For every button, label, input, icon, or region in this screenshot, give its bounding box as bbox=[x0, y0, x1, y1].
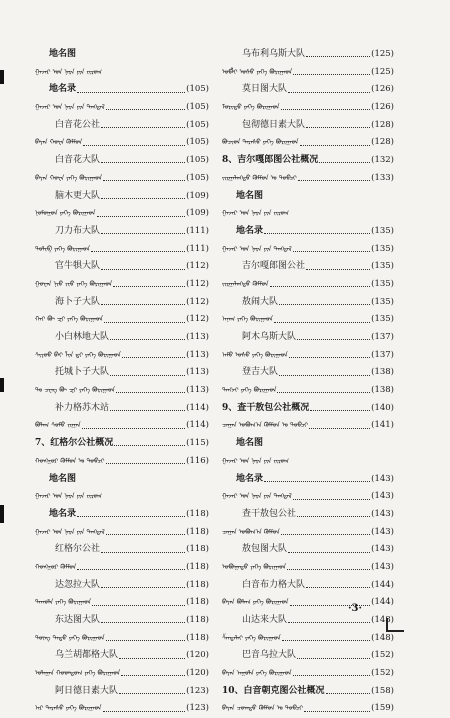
toc-entry bbox=[222, 205, 394, 223]
toc-entry bbox=[35, 347, 209, 365]
toc-entry bbox=[35, 700, 209, 718]
toc-entry-title: ᠤᠪᠯᠢ ᠤᠰᠤ ᠶᠡᠬᠡ ᠪᠤᠷᠢᠭᠠᠳ bbox=[222, 67, 293, 76]
dot-leader bbox=[97, 216, 186, 217]
toc-entry bbox=[222, 541, 394, 559]
toc-entry bbox=[222, 382, 394, 400]
dot-leader bbox=[306, 127, 370, 128]
dot-leader bbox=[270, 286, 371, 287]
toc-entry bbox=[35, 205, 209, 223]
toc-entry bbox=[222, 506, 394, 524]
dot-leader bbox=[77, 516, 185, 517]
dot-leader bbox=[77, 569, 185, 570]
toc-entry-page: (111) bbox=[186, 243, 209, 254]
toc-entry-page: (143) bbox=[371, 491, 394, 502]
toc-entry-page: (118) bbox=[186, 544, 209, 555]
toc-entry-page: (105) bbox=[186, 172, 209, 183]
toc-entry bbox=[35, 559, 209, 577]
toc-entry bbox=[222, 683, 394, 701]
toc-entry-page: (105) bbox=[186, 137, 209, 148]
toc-entry bbox=[35, 276, 209, 294]
dot-leader bbox=[306, 56, 370, 57]
toc-entry bbox=[35, 188, 209, 206]
toc-entry-title: 吉尔嘎郎图公社 bbox=[242, 261, 306, 272]
toc-entry-title: ᠮᠣᠷᠢᠲᠤ ᠶᠡᠬᠡ ᠪᠤᠷᠢᠭᠠᠳ bbox=[222, 103, 280, 112]
toc-entry bbox=[35, 311, 209, 329]
toc-entry bbox=[222, 364, 394, 382]
toc-entry-page: (144) bbox=[371, 579, 394, 590]
dot-leader bbox=[293, 499, 370, 500]
toc-entry-page: (141) bbox=[371, 420, 394, 431]
dot-leader bbox=[119, 693, 185, 694]
toc-entry-title: ᠭᠠᠵᠠᠷ ᠤᠨ ᠨᠡᠷᠡ ᠶᠢᠨ ᠳᠡᠩᠳᠡᠯ bbox=[222, 244, 292, 253]
toc-entry-page: (126) bbox=[371, 102, 394, 113]
toc-entry-title: ᠵᠢᠷᠭᠠᠯᠠᠩᠲᠤ ᠺᠣᠮᠮᠤᠨ bbox=[222, 279, 269, 288]
toc-entry-title: ᠬᠠᠢ ᠪᠦ ᠽᠢ ᠶᠡᠬᠡ ᠪᠤᠷᠢᠭᠠᠳ bbox=[35, 315, 103, 324]
toc-entry-title: ᠭᠠᠵᠠᠷ ᠤᠨ ᠨᠡᠷᠡ ᠶᠢᠨ ᠳᠡᠩᠳᠡᠯ bbox=[35, 103, 105, 112]
dot-leader bbox=[297, 339, 370, 340]
toc-entry-title: 东达图大队 bbox=[55, 615, 101, 625]
toc-entry-title: 红格尔公社 bbox=[55, 544, 101, 555]
toc-entry-title: 查干敖包公社 bbox=[242, 508, 297, 519]
toc-entry bbox=[222, 276, 394, 294]
dot-leader bbox=[110, 410, 185, 411]
toc-entry-page: (111) bbox=[186, 225, 209, 236]
toc-entry-page: (118) bbox=[186, 597, 209, 608]
toc-entry-page: (143) bbox=[371, 561, 394, 572]
toc-entry bbox=[222, 453, 394, 471]
toc-entry-title: 包彻德日素大队 bbox=[242, 119, 306, 130]
toc-entry-page: (135) bbox=[371, 314, 394, 325]
dot-leader bbox=[92, 605, 185, 606]
toc-entry-title: ᠪᠠᠶᠠᠨ ᠠᠭᠤᠯᠠ ᠶᠡᠬᠡ ᠪᠤᠷᠢᠭᠠᠳ bbox=[222, 669, 292, 678]
dot-leader bbox=[106, 534, 185, 535]
dot-leader bbox=[101, 269, 185, 270]
dot-leader bbox=[77, 92, 185, 93]
toc-entry-page: (114) bbox=[186, 402, 209, 413]
toc-entry-title: 乌布利乌斯大队 bbox=[242, 49, 306, 59]
toc-entry-title: 敖包图大队 bbox=[242, 544, 288, 555]
toc-entry bbox=[35, 170, 209, 188]
toc-entry-page: (148) bbox=[371, 615, 394, 625]
toc-entry-page: (105) bbox=[186, 119, 209, 130]
toc-entry-page: (126) bbox=[371, 84, 394, 95]
toc-entry bbox=[222, 700, 394, 718]
toc-entry-title: ᠣᠪᠣᠭᠠᠲᠤ ᠶᠡᠬᠡ ᠪᠤᠷᠢᠭᠠᠳ bbox=[222, 562, 287, 571]
toc-entry bbox=[222, 170, 394, 188]
toc-entry bbox=[35, 417, 209, 435]
toc-entry-title: ᠭᠠᠵᠠᠷ ᠤᠨ ᠨᠡᠷᠡ ᠶᠢᠨ ᠵᠢᠷᠤᠭ bbox=[222, 456, 289, 465]
toc-entry bbox=[35, 134, 209, 152]
toc-entry-page: (143) bbox=[371, 544, 394, 555]
toc-entry bbox=[222, 559, 394, 577]
toc-entry bbox=[222, 630, 394, 648]
toc-entry-page: (159) bbox=[371, 703, 394, 714]
toc-entry bbox=[35, 258, 209, 276]
toc-entry bbox=[222, 64, 394, 82]
dot-leader bbox=[121, 675, 185, 676]
toc-entry-page: (133) bbox=[371, 172, 394, 183]
toc-entry-page: (128) bbox=[371, 137, 394, 148]
toc-entry bbox=[35, 364, 209, 382]
toc-entry-page: (135) bbox=[371, 278, 394, 289]
toc-entry-title: ᠲᠣ ᠴᠧᠩ ᠪᠦ ᠽᠢ ᠶᠡᠬᠡ ᠪᠤᠷᠢᠭᠠᠳ bbox=[35, 386, 115, 395]
dot-leader bbox=[279, 375, 370, 376]
toc-entry-title: 地名录 bbox=[49, 508, 77, 519]
toc-entry-title: ᠪᠤᠯᠠᠭ ᠰᠤᠮᠤ ᠵᠢᠭᠠᠨ bbox=[35, 421, 81, 430]
toc-entry bbox=[222, 311, 394, 329]
dot-leader bbox=[298, 180, 370, 181]
toc-entry-page: (120) bbox=[186, 668, 209, 679]
dot-leader bbox=[101, 587, 185, 588]
toc-entry-page: (135) bbox=[371, 296, 394, 307]
dot-leader bbox=[279, 304, 370, 305]
toc-entry-title: 地名图 bbox=[49, 49, 77, 59]
toc-entry-title: ᠳᠣᠯᠢᠪ ᠶᠡᠬᠡ ᠪᠤᠷᠢᠭᠠᠳ bbox=[35, 244, 90, 253]
toc-entry-page: (143) bbox=[371, 473, 394, 484]
toc-entry-title: 托城卜子大队 bbox=[55, 367, 110, 378]
toc-entry-title: ᠴᠠᠭᠠᠨ ᠣᠪᠣᠭ᠎ᠠ ᠺᠣᠮᠮᠤᠨ ᠤ ᠲᠣᠪᠴᠢ bbox=[222, 421, 309, 430]
toc-entry-page: (112) bbox=[186, 278, 209, 289]
toc-entry bbox=[35, 577, 209, 595]
toc-entry bbox=[222, 117, 394, 135]
toc-entry-page: (137) bbox=[371, 332, 394, 342]
toc-entry-title: 脑木更大队 bbox=[55, 190, 101, 201]
toc-entry-page: (135) bbox=[371, 225, 394, 236]
toc-entry-title: ᠤᠯᠠᠭᠠᠨ ᠬᠤᠳᠳᠤᠭ ᠶᠡᠬᠡ ᠪᠤᠷᠢᠭᠠᠳ bbox=[35, 669, 121, 678]
toc-entry-page: (128) bbox=[371, 119, 394, 130]
toc-entry-page: (118) bbox=[186, 579, 209, 590]
toc-entry-page: (112) bbox=[186, 314, 209, 325]
toc-entry-title: ᠪᠠᠶᠠᠨ ᠬᠤᠸᠠ ᠺᠣᠮᠮᠤᠨ bbox=[35, 138, 83, 147]
dot-leader bbox=[274, 322, 370, 323]
toc-entry-page: (152) bbox=[371, 650, 394, 661]
toc-entry-title: 敖闹大队 bbox=[242, 296, 279, 307]
toc-entry bbox=[35, 488, 209, 506]
toc-entry bbox=[35, 241, 209, 259]
toc-entry bbox=[35, 223, 209, 241]
toc-entry-title: 7、红格尔公社概况 bbox=[35, 438, 114, 449]
toc-entry-page: (132) bbox=[371, 155, 394, 166]
toc-entry bbox=[222, 524, 394, 542]
toc-entry-title: 白音布力格大队 bbox=[242, 579, 306, 590]
toc-entry-title: 乌兰胡都格大队 bbox=[55, 650, 119, 661]
dot-leader bbox=[288, 622, 370, 623]
toc-entry-page: (138) bbox=[371, 385, 394, 396]
toc-entry bbox=[222, 46, 394, 64]
toc-entry-page: (148) bbox=[371, 632, 394, 643]
toc-entry-page: (109) bbox=[186, 190, 209, 201]
toc-entry-title: ᠭᠠᠵᠠᠷ ᠤᠨ ᠨᠡᠷᠡ ᠶᠢᠨ ᠳᠡᠩᠳᠡᠯ bbox=[222, 492, 292, 501]
dot-leader bbox=[293, 675, 371, 676]
toc-entry-page: (118) bbox=[186, 632, 209, 643]
toc-entry-title: 官牛犋大队 bbox=[55, 261, 101, 272]
toc-entry bbox=[222, 471, 394, 489]
toc-entry-title: 巴音乌拉大队 bbox=[242, 650, 297, 661]
toc-entry-title: ᠠᠨᠠᠭ ᠶᠡᠬᠡ ᠪᠤᠷᠢᠭᠠᠳ bbox=[222, 315, 273, 324]
toc-entry-title: ᠨᠣᠮᠣᠭᠣᠨ ᠶᠡᠬᠡ ᠪᠤᠷᠢᠭᠠᠳ bbox=[35, 209, 96, 218]
toc-entry bbox=[222, 577, 394, 595]
dot-leader bbox=[101, 233, 185, 234]
toc-entry-page: (158) bbox=[371, 685, 394, 696]
toc-column-left bbox=[35, 46, 209, 718]
toc-entry-title: 小白林地大队 bbox=[55, 332, 110, 342]
dot-leader bbox=[287, 569, 370, 570]
toc-entry-title: ᠠᠮᠤ ᠤᠰᠤ ᠶᠡᠬᠡ ᠪᠤᠷᠢᠭᠠᠳ bbox=[222, 350, 288, 359]
toc-entry-title: 地名图 bbox=[49, 473, 77, 484]
toc-entry-title: 地名图 bbox=[236, 438, 264, 449]
toc-entry-title: 莫日图大队 bbox=[242, 84, 288, 95]
toc-entry-title: ᠳᠦᠩ ᠳᠠᠲᠤ ᠶᠡᠬᠡ ᠪᠤᠷᠢᠭᠠᠳ bbox=[35, 633, 105, 642]
toc-entry-title: ᠭᠠᠵᠠᠷ ᠤᠨ ᠨᠡᠷᠡ ᠶᠢᠨ ᠵᠢᠷᠤᠭ bbox=[35, 67, 102, 76]
toc-entry bbox=[35, 81, 209, 99]
toc-entry-title: ᠭᠠᠵᠠᠷ ᠤᠨ ᠨᠡᠷᠡ ᠶᠢᠨ ᠳᠡᠩᠳᠡᠯ bbox=[35, 527, 105, 536]
toc-entry-page: (112) bbox=[186, 296, 209, 307]
dot-leader bbox=[104, 322, 185, 323]
toc-entry-title: 刀力布大队 bbox=[55, 225, 101, 236]
toc-entry bbox=[35, 46, 209, 64]
dot-leader bbox=[106, 109, 185, 110]
toc-entry bbox=[35, 329, 209, 347]
toc-entry bbox=[222, 594, 394, 612]
dot-leader bbox=[326, 693, 371, 694]
toc-entry-title: 海卜子大队 bbox=[55, 296, 101, 307]
dot-leader bbox=[119, 658, 185, 659]
toc-entry-title: 阿木乌斯大队 bbox=[242, 332, 297, 342]
page-number: ·3· bbox=[348, 603, 362, 614]
toc-entry-title: 白音花公社 bbox=[55, 119, 101, 130]
dot-leader bbox=[106, 640, 185, 641]
toc-entry-page: (125) bbox=[371, 66, 394, 77]
toc-entry bbox=[222, 435, 394, 453]
toc-entry-page: (105) bbox=[186, 84, 209, 95]
corner-mark bbox=[386, 618, 404, 632]
toc-entry bbox=[35, 294, 209, 312]
dot-leader bbox=[300, 145, 371, 146]
toc-entry bbox=[35, 382, 209, 400]
dot-leader bbox=[106, 463, 186, 464]
toc-entry-title: ᠪᠠᠶᠠᠨ ᠴᠣᠭᠲᠤ ᠺᠣᠮᠮᠤᠨ ᠤ ᠲᠣᠪᠴᠢ bbox=[222, 704, 303, 713]
toc-entry bbox=[222, 347, 394, 365]
dot-leader bbox=[113, 286, 185, 287]
toc-column-right bbox=[222, 46, 394, 718]
toc-entry-title: ᠪᠣᠴᠢᠳ ᠳᠡᠷᠡᠰᠦ ᠶᠡᠬᠡ ᠪᠤᠷᠢᠭᠠᠳ bbox=[222, 138, 299, 147]
toc-entry bbox=[35, 64, 209, 82]
dot-leader bbox=[101, 162, 185, 163]
dot-leader bbox=[293, 251, 370, 252]
dot-leader bbox=[101, 622, 185, 623]
toc-entry-page: (112) bbox=[186, 261, 209, 272]
toc-entry-page: (109) bbox=[186, 208, 209, 219]
toc-entry bbox=[222, 400, 394, 418]
toc-entry bbox=[222, 329, 394, 347]
dot-leader bbox=[277, 392, 370, 393]
toc-entry-title: 山达来大队 bbox=[242, 615, 288, 625]
toc-entry bbox=[222, 258, 394, 276]
toc-entry bbox=[222, 241, 394, 259]
toc-entry bbox=[35, 471, 209, 489]
toc-entry-title: 阿日德日素大队 bbox=[55, 685, 119, 696]
toc-entry-page: (115) bbox=[186, 438, 209, 449]
dot-leader bbox=[297, 658, 370, 659]
dot-leader bbox=[297, 516, 370, 517]
dot-leader bbox=[82, 428, 185, 429]
toc-entry-title: 地名图 bbox=[236, 190, 264, 201]
toc-entry-page: (144) bbox=[371, 597, 394, 608]
toc-entry-page: (113) bbox=[186, 385, 209, 396]
toc-entry-page: (113) bbox=[186, 349, 209, 360]
dot-leader bbox=[264, 233, 370, 234]
toc-entry bbox=[35, 506, 209, 524]
toc-entry-page: (143) bbox=[371, 526, 394, 537]
toc-entry-title: 达忽拉大队 bbox=[55, 579, 101, 590]
dot-leader bbox=[293, 74, 370, 75]
toc-entry-page: (120) bbox=[186, 650, 209, 661]
toc-entry bbox=[222, 223, 394, 241]
toc-entry-title: 补力格苏木站 bbox=[55, 402, 110, 413]
scan-edge-mark bbox=[0, 70, 4, 84]
toc-entry bbox=[222, 665, 394, 683]
dot-leader bbox=[101, 304, 185, 305]
toc-entry-page: (140) bbox=[371, 402, 394, 413]
toc-entry bbox=[35, 117, 209, 135]
toc-entry-page: (113) bbox=[186, 332, 209, 342]
toc-entry-title: ᠬᠣᠩᠭᠣᠷ ᠺᠣᠮᠮᠤᠨ bbox=[35, 562, 77, 571]
dot-leader bbox=[103, 180, 185, 181]
dot-leader bbox=[288, 92, 370, 93]
toc-entry-page: (152) bbox=[371, 668, 394, 679]
toc-entry-title: ᠬᠣᠩᠭᠣᠷ ᠺᠣᠮᠮᠤᠨ ᠤ ᠲᠣᠪᠴᠢ bbox=[35, 456, 105, 465]
toc-entry-title: 白音花大队 bbox=[55, 155, 101, 166]
dot-leader bbox=[309, 428, 370, 429]
toc-entry bbox=[222, 188, 394, 206]
toc-entry bbox=[35, 152, 209, 170]
dot-leader bbox=[264, 481, 370, 482]
toc-entry-page: (113) bbox=[186, 367, 209, 378]
toc-entry bbox=[35, 524, 209, 542]
toc-entry-title: ᠭᠠᠵᠠᠷ ᠤᠨ ᠨᠡᠷᠡ ᠶᠢᠨ ᠵᠢᠷᠤᠭ bbox=[222, 209, 289, 218]
toc-entry-title: 登吉大队 bbox=[242, 367, 279, 378]
dot-leader bbox=[103, 711, 186, 712]
toc-entry-title: ᠭᠤᠸᠠᠨ ᠨᠢᠦ ᠵᠢᠦ ᠶᠡᠬᠡ ᠪᠤᠷᠢᠭᠠᠳ bbox=[35, 279, 113, 288]
toc-entry-page: (116) bbox=[186, 455, 209, 466]
dot-leader bbox=[101, 127, 185, 128]
toc-entry-page: (105) bbox=[186, 102, 209, 113]
toc-entry-page: (118) bbox=[186, 526, 209, 537]
toc-entry-title: 8、吉尔嘎郎图公社概况 bbox=[222, 155, 319, 166]
dot-leader bbox=[116, 392, 185, 393]
toc-entry bbox=[35, 435, 209, 453]
toc-entry bbox=[35, 99, 209, 117]
toc-entry-title: ᠭᠠᠵᠠᠷ ᠤᠨ ᠨᠡᠷᠡ ᠶᠢᠨ ᠵᠢᠷᠤᠭ bbox=[35, 492, 102, 501]
toc-entry-title: ᠪᠠᠶᠠᠨ ᠪᠤᠯᠠᠭ ᠶᠡᠬᠡ ᠪᠤᠷᠢᠭᠠᠳ bbox=[222, 598, 289, 607]
toc-entry-page: (138) bbox=[371, 367, 394, 378]
toc-entry bbox=[222, 152, 394, 170]
toc-entry-page: (123) bbox=[186, 703, 209, 714]
toc-entry-title: 10、白音朝克图公社概况 bbox=[222, 685, 325, 696]
dot-leader bbox=[281, 109, 371, 110]
toc-entry-page: (135) bbox=[371, 261, 394, 272]
toc-entry bbox=[35, 665, 209, 683]
toc-entry-title: ᠰᠢᠶᠣᠣ ᠪᠠᠢ ᠯᠢᠨ ᠳᠢ ᠶᠡᠬᠡ ᠪᠤᠷᠢᠭᠠᠳ bbox=[35, 350, 121, 359]
toc-entry bbox=[222, 612, 394, 630]
dot-leader bbox=[281, 534, 370, 535]
toc-entry bbox=[222, 647, 394, 665]
dot-leader bbox=[122, 357, 185, 358]
dot-leader bbox=[288, 552, 370, 553]
dot-leader bbox=[310, 410, 370, 411]
toc-entry-title: 地名录 bbox=[236, 225, 264, 236]
toc-entry-page: (125) bbox=[371, 49, 394, 59]
toc-entry-page: (137) bbox=[371, 349, 394, 360]
toc-entry bbox=[222, 99, 394, 117]
toc-entry bbox=[222, 81, 394, 99]
toc-entry-title: ᠴᠠᠭᠠᠨ ᠣᠪᠣᠭ᠎ᠠ ᠺᠣᠮᠮᠤᠨ bbox=[222, 527, 280, 536]
toc-entry bbox=[35, 630, 209, 648]
toc-entry-title: ᠵᠢᠷᠭᠠᠯᠠᠩᠲᠤ ᠺᠣᠮᠮᠤᠨ ᠤ ᠲᠣᠪᠴᠢ bbox=[222, 173, 297, 182]
dot-leader bbox=[319, 162, 370, 163]
toc-entry bbox=[222, 417, 394, 435]
toc-entry bbox=[35, 400, 209, 418]
toc-entry bbox=[35, 647, 209, 665]
scan-edge-mark bbox=[0, 505, 4, 523]
toc-entry-title: 地名录 bbox=[49, 84, 77, 95]
toc-entry-page: (114) bbox=[186, 420, 209, 431]
dot-leader bbox=[101, 552, 185, 553]
dot-leader bbox=[91, 251, 185, 252]
toc-entry-title: ᠠᠷ ᠳᠡᠷᠡᠰᠦ ᠶᠡᠬᠡ ᠪᠤᠷᠢᠭᠠᠳ bbox=[35, 704, 102, 713]
dot-leader bbox=[110, 339, 185, 340]
toc-entry bbox=[35, 541, 209, 559]
toc-entry bbox=[222, 134, 394, 152]
dot-leader bbox=[101, 198, 185, 199]
toc-entry bbox=[222, 488, 394, 506]
toc-entry-title: 9、查干敖包公社概况 bbox=[222, 402, 310, 413]
dot-leader bbox=[304, 711, 370, 712]
toc-entry-page: (135) bbox=[371, 243, 394, 254]
toc-entry-page: (118) bbox=[186, 508, 209, 519]
toc-entry bbox=[35, 683, 209, 701]
toc-entry-page: (118) bbox=[186, 561, 209, 572]
dot-leader bbox=[289, 357, 370, 358]
toc-entry-page: (143) bbox=[371, 508, 394, 519]
dot-leader bbox=[306, 269, 370, 270]
toc-entry bbox=[35, 453, 209, 471]
toc-entry-page: (118) bbox=[186, 615, 209, 625]
toc-entry bbox=[222, 294, 394, 312]
toc-entry-page: (105) bbox=[186, 155, 209, 166]
toc-entry-title: ᠳᠡᠩᠵᠢ ᠶᠡᠬᠡ ᠪᠤᠷᠢᠭᠠᠳ bbox=[222, 386, 277, 395]
dot-leader bbox=[306, 587, 370, 588]
dot-leader bbox=[114, 445, 185, 446]
toc-entry-title: ᠱᠠᠨᠳᠠᠯᠠᠢ ᠶᠡᠬᠡ ᠪᠤᠷᠢᠭᠠᠳ bbox=[222, 633, 281, 642]
toc-entry-title: ᠳᠠᠬᠤᠯᠠ ᠶᠡᠬᠡ ᠪᠤᠷᠢᠭᠠᠳ bbox=[35, 598, 92, 607]
toc-entry bbox=[35, 594, 209, 612]
dot-leader bbox=[110, 375, 185, 376]
toc-entry bbox=[35, 612, 209, 630]
toc-entry-title: 地名录 bbox=[236, 473, 264, 484]
toc-entry-page: (123) bbox=[186, 685, 209, 696]
dot-leader bbox=[282, 640, 370, 641]
toc-entry-title: ᠪᠠᠶᠠᠨ ᠬᠤᠸᠠ ᠶᠡᠬᠡ ᠪᠤᠷᠢᠭᠠᠳ bbox=[35, 173, 103, 182]
dot-leader bbox=[83, 145, 185, 146]
scan-edge-mark bbox=[0, 378, 4, 392]
